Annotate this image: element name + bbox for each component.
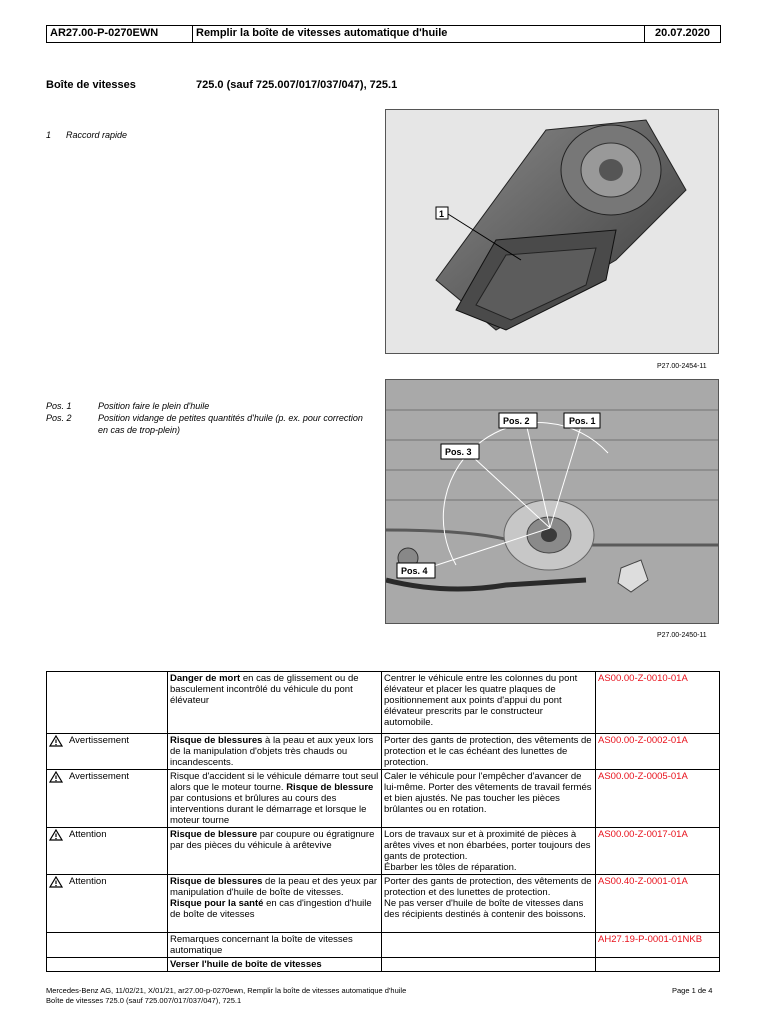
signal-cell: [47, 672, 168, 734]
callout-pos-3: Pos. 3: [445, 447, 472, 457]
reference-link[interactable]: AS00.00-Z-0017-01A: [596, 828, 720, 875]
table-row: [47, 770, 720, 828]
transmission-drawing: [386, 110, 718, 353]
figure1-legend: [46, 129, 127, 141]
signal-cell: Attention: [47, 828, 168, 875]
reference-link[interactable]: AS00.00-Z-0002-01A: [596, 734, 720, 770]
figure1-ref: P27.00-2454-11: [657, 363, 707, 370]
risk-cell: Risque de blessure par coupure ou égratignure par des pièces du véhicule à arêtevive: [168, 828, 382, 875]
signal-cell: Attention: [47, 875, 168, 933]
remarks-cell: Remarques concernant la boîte de vitesses automatique: [168, 933, 382, 958]
measure-cell: Centrer le véhicule entre les colonnes du pont élévateur et placer les quatre plaques de positionnement aux points d'appui du pont élévateur prescrits par le constructeur automobile.: [382, 672, 596, 734]
callout-pos-2: Pos. 2: [503, 416, 530, 426]
signal-cell: [47, 933, 168, 958]
signal-cell: Avertissement: [47, 770, 168, 828]
warning-triangle-icon: [49, 876, 63, 888]
signal-cell: [47, 958, 168, 972]
doc-title: Remplir la boîte de vitesses automatique d'huile: [193, 26, 645, 42]
table-row: [47, 672, 720, 734]
table-row: [47, 933, 720, 958]
warnings-table: [46, 671, 720, 972]
oil-pan-drawing: [386, 380, 718, 623]
gearbox-label: Boîte de vitesses: [46, 79, 136, 91]
reference-link[interactable]: AS00.00-Z-0005-01A: [596, 770, 720, 828]
legend-key: 1: [46, 130, 52, 140]
document-header: [46, 25, 721, 43]
risk-cell: Risque de blessures à la peau et aux yeux lors de la manipulation d'objets très chauds ou incandescents.: [168, 734, 382, 770]
measure-cell: Caler le véhicule pour l'empêcher d'avancer de lui-même. Porter des vêtements de travail fermés et bien ajustés. Ne pas toucher les pièces brûlantes ou en rotation.: [382, 770, 596, 828]
figure2-ref: P27.00-2450-11: [657, 632, 707, 639]
signal-cell: Avertissement: [47, 734, 168, 770]
doc-date: 20.07.2020: [654, 27, 711, 39]
table-row: [47, 875, 720, 933]
empty-cell: [382, 933, 596, 958]
step-cell: Verser l'huile de boîte de vitesses: [168, 958, 382, 972]
reference-link[interactable]: AH27.19-P-0001-01NKB: [596, 933, 720, 958]
page-number: Page 1 de 4: [672, 986, 713, 995]
footer-line1: Mercedes-Benz AG, 11/02/21, X/01/21, ar27.00-p-0270ewn, Remplir la boîte de vitesses automatique d'huile: [46, 986, 407, 995]
risk-cell: Danger de mort en cas de glissement ou de basculement incontrôlé du véhicule du pont élévateur: [168, 672, 382, 734]
warning-triangle-icon: [49, 771, 63, 783]
table-row: [47, 734, 720, 770]
reference-link[interactable]: AS00.00-Z-0010-01A: [596, 672, 720, 734]
warning-triangle-icon: [49, 735, 63, 747]
risk-cell: Risque de blessures de la peau et des yeux par manipulation d'huile de boîte de vitesses. Risque pour la santé en cas d'ingestion d'huile de boîte de vitesses: [168, 875, 382, 933]
transmission-illustration: [385, 109, 719, 354]
gearbox-value: 725.0 (sauf 725.007/017/037/047), 725.1: [196, 79, 398, 91]
risk-cell: Risque d'accident si le véhicule démarre tout seul alors que le moteur tourne. Risque de blessure par contusions et brûlures au cours des interventions durant le démarrage et lorsque le moteur tourne: [168, 770, 382, 828]
footer-line2: Boîte de vitesses 725.0 (sauf 725.007/017/037/047), 725.1: [46, 995, 242, 1005]
legend-row: Pos. 2 Position vidange de petites quantités d'huile (p. ex. pour correction en cas de trop-plein): [46, 413, 363, 435]
reference-link[interactable]: AS00.40-Z-0001-01A: [596, 875, 720, 933]
measure-cell: Lors de travaux sur et à proximité de pièces à arêtes vives et non ébarbées, porter toujours des gants de protection. Ébarber les tôles de réparation.: [382, 828, 596, 875]
figure2-legend: [46, 400, 366, 436]
measure-cell: Porter des gants de protection, des vêtements de protection et des lunettes de protection. Ne pas verser d'huile de boîte de vitesses dans des récipients destinés à contenir des boissons.: [382, 875, 596, 933]
callout-pos-4: Pos. 4: [401, 566, 428, 576]
legend-text: Raccord rapide: [66, 130, 128, 140]
empty-cell: [382, 958, 596, 972]
callout-1: 1: [439, 209, 445, 219]
legend-row: Pos. 1 Position faire le plein d'huile: [46, 401, 210, 411]
table-row: [47, 958, 720, 972]
measure-cell: Porter des gants de protection, des vêtements de protection et le cas échéant des lunettes de protection.: [382, 734, 596, 770]
callout-pos-1: Pos. 1: [569, 416, 596, 426]
oil-pan-illustration: [385, 379, 719, 624]
doc-id: AR27.00-P-0270EWN: [47, 26, 193, 42]
warning-triangle-icon: [49, 829, 63, 841]
table-row: [47, 828, 720, 875]
footer: [46, 986, 406, 1005]
empty-cell: [596, 958, 720, 972]
